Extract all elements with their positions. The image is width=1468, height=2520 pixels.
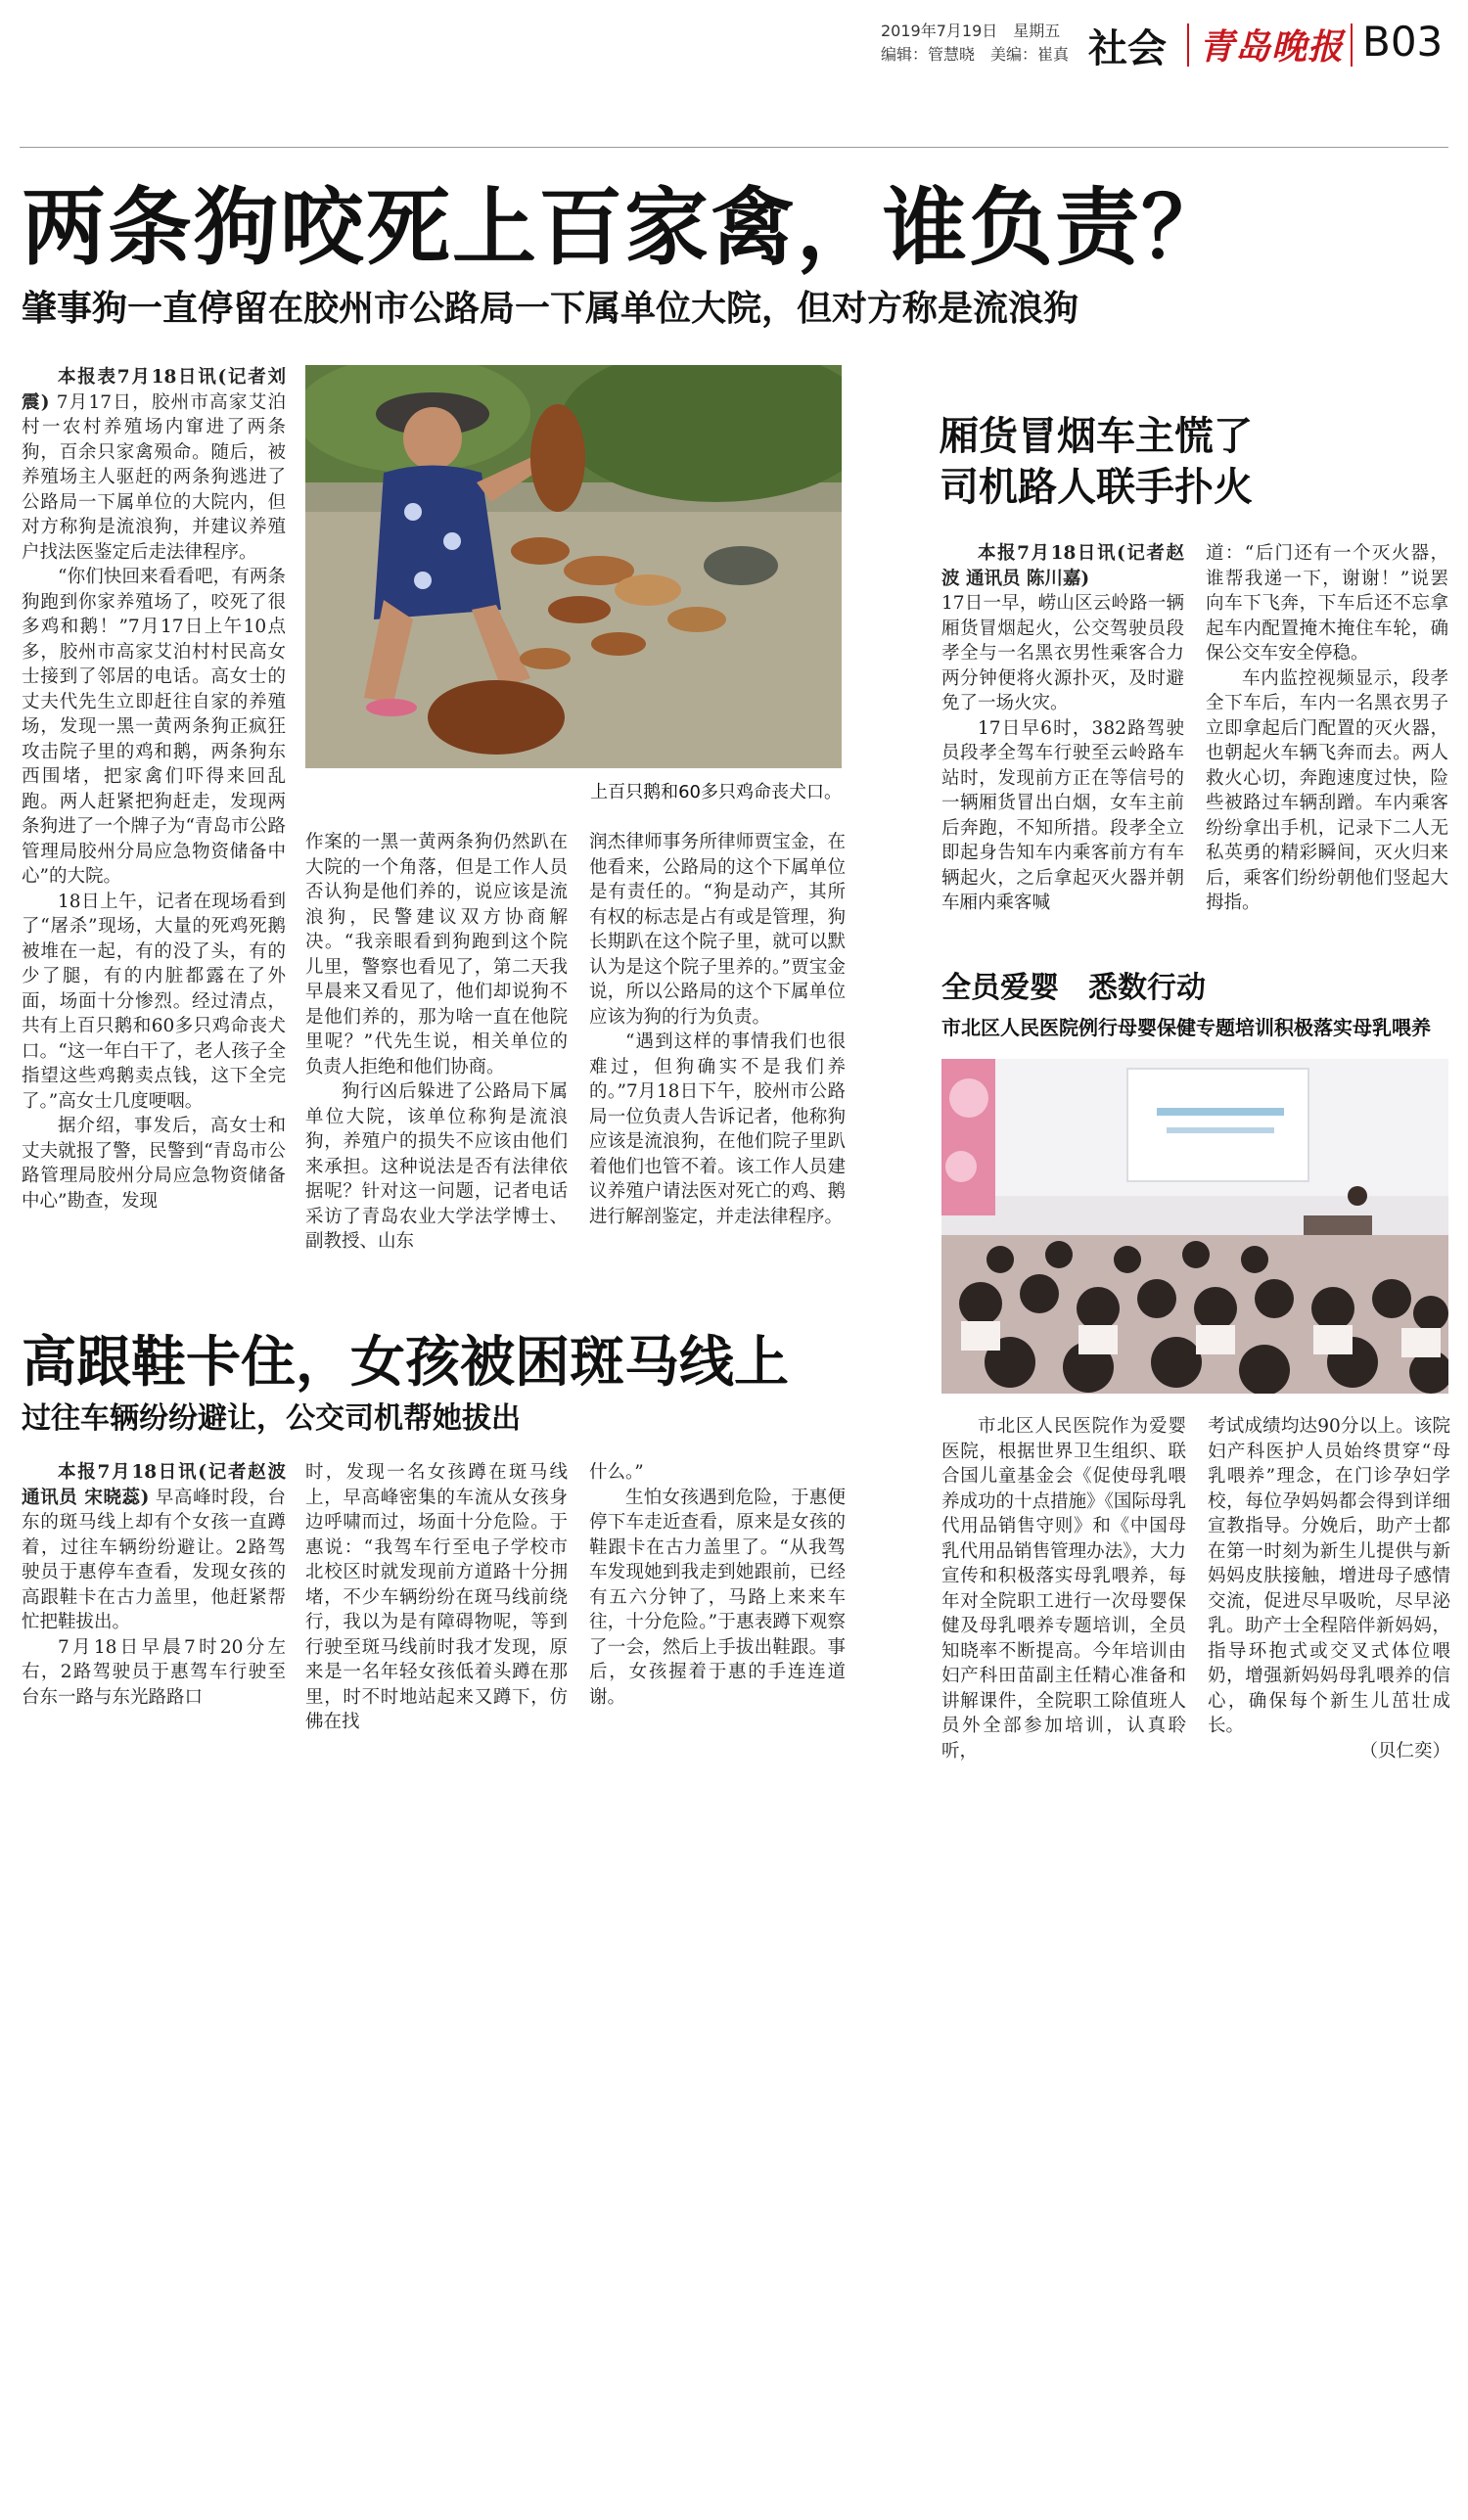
story4-subhead: 过往车辆纷纷避让，公交司机帮她拔出 — [22, 1401, 521, 1436]
story1-paragraph: 7月17日，胶州市高家艾泊村一农村养殖场内窜进了两条狗，百余只家禽殒命。随后，被养殖场主人驱赶的两条狗逃进了公路局一下属单位的大院内，但对方称狗是流浪狗，并建议养殖户找法医鉴定后走法律程序。 — [22, 391, 286, 563]
story4-column-2 — [305, 1460, 568, 1735]
header-date: 2019年7月19日 — [881, 22, 998, 40]
story4-paragraph: 生怕女孩遇到危险，于惠便停下车走近查看，原来是女孩的鞋跟卡在古力盖里了。“从我驾车发现她到我走到她跟前，已经有五六分钟了，马路上来来车往，十分危险。”于惠表蹲下观察了一会，然后上手拔出鞋跟。事后，女孩握着于惠的手连连道谢。 — [589, 1487, 846, 1708]
header-editor: 编辑：管慧晓 — [881, 45, 976, 64]
story1-photo — [305, 365, 842, 768]
story2-paragraph: 17日一早，崂山区云岭路一辆厢货冒烟起火，公交驾驶员段孝全与一名黑衣男性乘客合力两分钟便将火源扑灭，及时避免了一场火灾。 — [941, 593, 1184, 713]
story4-column-3 — [589, 1460, 846, 1710]
story1-byline — [22, 365, 286, 565]
story4-paragraph: 早高峰时段，台东的斑马线上却有个女孩一直蹲着，过往车辆纷纷避让。2路驾驶员于惠停车查看，发现女孩的高跟鞋卡在古力盖里，他赶紧帮忙把鞋拔出。 — [22, 1487, 286, 1632]
story3-photo — [941, 1059, 1448, 1394]
story2-headline-line-1: 厢货冒烟车主慌了 — [940, 414, 1253, 459]
header-rule — [20, 147, 1448, 148]
story1-byline-text: 本报表7月18日讯(记者刘震) — [22, 367, 286, 413]
story2-column-1 — [941, 541, 1184, 916]
header-designer: 美编：崔真 — [990, 45, 1070, 64]
story1-column-2 — [305, 830, 568, 1255]
story1-column-3 — [589, 830, 846, 1229]
story1-paragraph: 润杰律师事务所律师贾宝金，在他看来，公路局的这个下属单位是有责任的。“狗是动产，其所有权的标志是占有或是管理，狗长期趴在这个院子里，就可以默认为是这个院子里养的。”贾宝金说，所以公路局的这个下属单位应该为狗的行为负责。 — [589, 832, 846, 1028]
story3-paragraph: 考试成绩均达90分以上。该院妇产科医护人员始终贯穿“母乳喂养”理念，在门诊孕妇学校，每位孕妈妈都会得到详细宣教指导。分娩后，助产士都在第一时刻为新生儿提供与新妈妈皮肤接触，增进母子感情交流，促进尽早吸吮，尽早泌乳。助产士全程陪伴新妈妈，指导环抱式或交叉式体位喂奶，增强新妈妈母乳喂养的信心，确保每个新生儿茁壮成长。 — [1208, 1416, 1450, 1736]
story2-paragraph: 道：“后门还有一个灭火器，谁帮我递一下，谢谢！”说罢向车下飞奔，下车后还不忘拿起车内配置掩木掩住车轮，确保公交车安全停稳。 — [1206, 543, 1448, 664]
story1-paragraph: 作案的一黑一黄两条狗仍然趴在大院的一个角落，但是工作人员否认狗是他们养的，说应该是流浪狗，民警建议双方协商解决。“我亲眼看到狗跑到这个院儿里，警察也看见了，第二天我早晨来又看见了，他们却说狗不是他们养的，那为啥一直在他院里呢？”代先生说，相关单位的负责人拒绝和他们协商。 — [305, 832, 568, 1077]
story2-headline — [940, 411, 1448, 513]
story1-paragraph: 狗行凶后躲进了公路局下属单位大院，该单位称狗是流浪狗，养殖户的损失不应该由他们来承担。这种说法是否有法律依据呢？针对这一问题，记者电话采访了青岛农业大学法学博士、副教授、山东 — [305, 1081, 568, 1252]
story3-photo-illustration — [941, 1059, 1448, 1394]
story2-paragraph: 17日早6时，382路驾驶员段孝全驾车行驶至云岭路车站时，发现前方正在等信号的一辆厢货冒出白烟，女车主前后奔跑，不知所措。段孝全立即起身告知车内乘客前方有车辆起火，之后拿起灭火器并朝车厢内乘客喊 — [941, 717, 1184, 913]
header-divider-1 — [1187, 23, 1189, 67]
story1-paragraph: “你们快回来看看吧，有两条狗跑到你家养殖场了，咬死了很多鸡和鹅！”7月17日上午10点多，胶州市高家艾泊村村民高女士接到了邻居的电话。高女士的丈夫代先生立即赶往自家的养殖场，发现一黑一黄两条狗正疯狂攻击院子里的鸡和鹅，两条狗东西围堵，把家禽们吓得来回乱跑。两人赶紧把狗赶走，发现两条狗进了一个牌子为“青岛市公路管理局胶州分局应急物资储备中心”的大院。 — [22, 567, 286, 887]
header-section: 社会 — [1088, 26, 1167, 71]
story4-paragraph: 时，发现一名女孩蹲在斑马线上，早高峰密集的车流从女孩身边呼啸而过，场面十分危险。于惠说：“我驾车行至电子学校市北校区时就发现前方道路十分拥堵，不少车辆纷纷在斑马线前绕行，我以为是有障碍物呢，等到行驶至斑马线前时我才发现，原来是一名年轻女孩低着头蹲在那里，时不时地站起来又蹲下，仿佛在找 — [305, 1462, 568, 1732]
story3-signature: （贝仁奕） — [1359, 1740, 1450, 1762]
story2-column-2 — [1206, 541, 1448, 916]
story3-column-1 — [941, 1414, 1186, 1764]
story4-byline — [22, 1460, 286, 1635]
story3-paragraph: 市北区人民医院作为爱婴医院，根据世界卫生组织、联合国儿童基金会《促使母乳喂养成功的十点措施》《国际母乳代用品销售守则》和《中国母乳代用品销售管理办法》，大力宣传和积极落实母乳喂养，每年对全院职工进行一次母婴保健及母乳喂养专题培训，全员知晓率不断提高。今年培训由妇产科田苗副主任精心准备和讲解课件，全院职工除值班人员外全部参加培训，认真聆听， — [941, 1416, 1186, 1762]
header-divider-2 — [1351, 23, 1353, 67]
header-paper-logo: 青岛晚报 — [1199, 26, 1345, 68]
story4-headline: 高跟鞋卡住，女孩被困斑马线上 — [22, 1331, 789, 1395]
story3-subhead: 市北区人民医院例行母婴保健专题培训积极落实母乳喂养 — [941, 1016, 1431, 1039]
header-page-number: B03 — [1362, 18, 1444, 66]
story3-headline: 全员爱婴 悉数行动 — [941, 971, 1206, 1005]
story1-column-1 — [22, 365, 286, 1214]
story4-paragraph: 7月18日早晨7时20分左右，2路驾驶员于惠驾车行驶至台东一路与东光路路口 — [22, 1636, 286, 1708]
story4-column-1 — [22, 1460, 286, 1710]
header-date-block — [881, 20, 1077, 67]
story2-headline-line-2: 司机路人联手扑火 — [940, 465, 1253, 510]
story1-paragraph: 18日上午，记者在现场看到了“屠杀”现场，大量的死鸡死鹅被堆在一起，有的没了头，有的少了腿，有的内脏都露在了外面，场面十分惨烈。经过清点，共有上百只鹅和60多只鸡命丧犬口。“这一年白干了，老人孩子全指望这些鸡鹅卖点钱，这下全完了。”高女士几度哽咽。 — [22, 891, 286, 1112]
story1-paragraph: “遇到这样的事情我们也很难过，但狗确实不是我们养的。”7月18日下午，胶州市公路局一位负责人告诉记者，他称狗应该是流浪狗，在他们院子里趴着他们也管不着。该工作人员建议养殖户请法医对死亡的鸡、鹅进行解剖鉴定，并走法律程序。 — [589, 1031, 846, 1227]
story2-paragraph: 车内监控视频显示，段孝全下车后，车内一名黑衣男子立即拿起后门配置的灭火器，也朝起火车辆飞奔而去。两人救火心切，奔跑速度过快，险些被路过车辆刮蹭。车内乘客纷纷拿出手机，记录下二人无私英勇的精彩瞬间，灭火归来后，乘客们纷纷朝他们竖起大拇指。 — [1206, 667, 1448, 913]
story1-photo-illustration — [305, 365, 842, 768]
story1-subhead: 肇事狗一直停留在胶州市公路局一下属单位大院，但对方称是流浪狗 — [22, 289, 1079, 329]
story2-byline: 本报7月18日讯(记者赵波 通讯员 陈川嘉) — [941, 543, 1184, 589]
story1-paragraph: 据介绍，事发后，高女士和丈夫就报了警，民警到“青岛市公路管理局胶州分局应急物资储备中心”勘查，发现 — [22, 1116, 286, 1212]
story1-photo-caption: 上百只鹅和60多只鸡命丧犬口。 — [590, 782, 842, 802]
story1-headline: 两条狗咬死上百家禽，谁负责？ — [22, 179, 1227, 277]
story3-column-2 — [1208, 1414, 1450, 1764]
story4-paragraph: 什么。” — [589, 1462, 644, 1483]
header-weekday: 星期五 — [1013, 22, 1061, 40]
story4-byline-text: 本报7月18日讯(记者赵波 通讯员 宋晓蕊) — [22, 1462, 286, 1508]
page-header — [0, 0, 1468, 88]
